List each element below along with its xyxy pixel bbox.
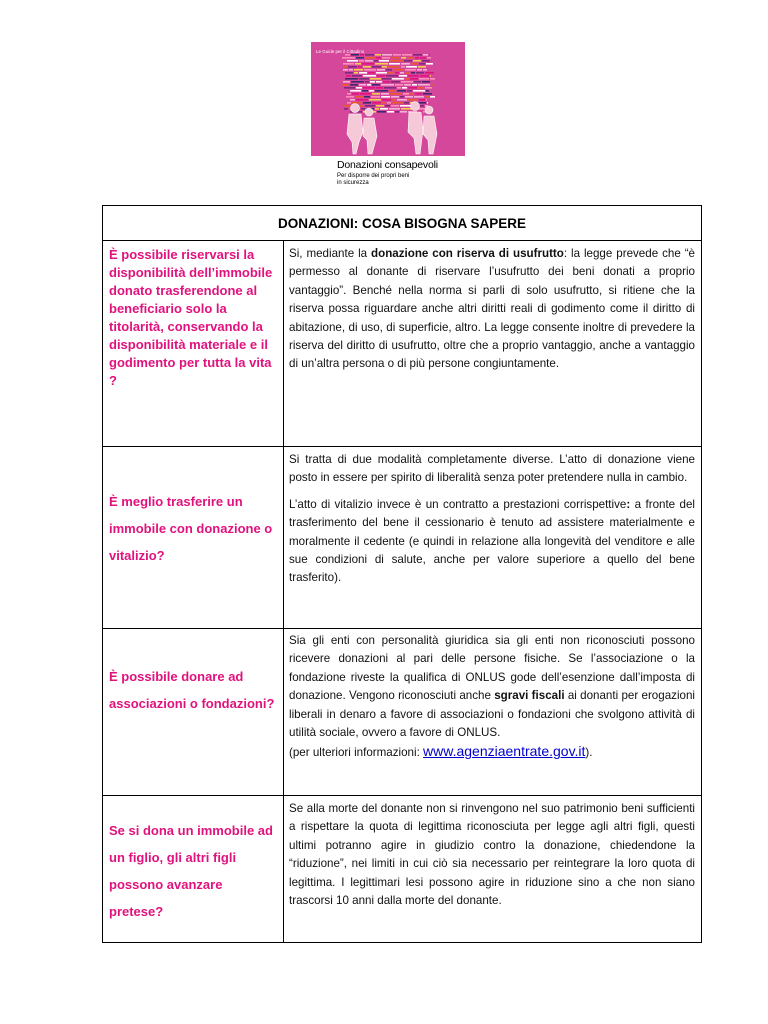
answer-paragraph [289, 632, 695, 742]
answer-donate-associations [289, 632, 695, 763]
answer-text: ai donanti per erogazioni liberali in denaro a favore di associazioni o fondazioni che svolgono attività di utilità sociale, ovvero a favore di ONLUS. [289, 689, 695, 740]
cover-image [311, 42, 465, 200]
answer-paragraph [289, 245, 695, 374]
question-reserve-usufruct: È possibile riservarsi la disponibilità dell’immobile donato trasferendone al beneficiario solo la titolarità, conservando la disponibilità materiale e il godimento per tutta la vita ? [109, 247, 273, 388]
cover-subtitle [337, 173, 457, 187]
answer-text: L’atto di vitalizio invece è un contratto a prestazioni corrispettive [289, 497, 627, 511]
answer-other-children-claims [289, 800, 695, 910]
info-table [102, 205, 702, 943]
cover-subtitle-line1: Per disporre dei propri beni [337, 173, 410, 179]
cover-title: Donazioni consapevoli [337, 159, 438, 171]
answer-text: ). [585, 746, 593, 760]
row-divider [103, 446, 701, 447]
table-header: DONAZIONI: COSA BISOGNA SAPERE [103, 206, 701, 241]
answer-text: a fronte del trasferimento del bene il cessionario è tenuto ad assistere materialmente e moralmente il cedente (e quindi in relazione alla longevità del venditore e alle sue condizioni di salute, anche per valore superiore a quello del bene trasferito). [289, 497, 696, 585]
answer-bold-term: donazione con riserva di usufrutto [371, 247, 564, 260]
row-divider [103, 628, 701, 629]
answer-reserve-usufruct [289, 245, 695, 374]
question-other-children-claims: Se si dona un immobile ad un figlio, gli altri figli possono avanzare pretese? [109, 823, 273, 919]
answer-paragraph [289, 742, 695, 762]
answer-donation-vs-annuity [289, 451, 695, 588]
answer-paragraph: Se alla morte del donante non si rinvengono nel suo patrimonio beni sufficienti a rispettare la quota di legittima riconosciuta per legge agli altri figli, questi ultimi potranno agire in giudizio contro la donazione, chiedendone la “riduzione”, nei limiti in cui ciò sia necessario per reintegrare la loro quota di legittima. I legittimari lesi possono agire in riduzione sino a che non siano trascorsi 10 anni dalla morte del donante. [289, 802, 695, 908]
cover-subtitle-line2: in sicurezza [337, 180, 369, 186]
question-donation-vs-annuity: È meglio trasferire un immobile con donazione o vitalizio? [109, 494, 273, 563]
answer-paragraph [289, 496, 695, 588]
cover-figures-illustration [311, 42, 465, 156]
agenzia-entrate-link[interactable]: www.agenziaentrate.gov.it [423, 743, 586, 760]
question-donate-associations: È possibile donare ad associazioni o fondazioni? [109, 669, 275, 711]
column-divider [283, 241, 284, 943]
answer-bold-term: sgravi fiscali [494, 689, 565, 703]
answer-text: Sia gli enti con personalità giuridica sia gli enti non riconosciuti possono ricevere donazioni al pari delle persone fisiche. Se l’associazione o la fondazione riveste la qualifica di ONLUS gode dell’esenzione dall’imposta di donazione. Vengono riconosciuti anche [289, 634, 695, 703]
answer-bold-term: : [626, 497, 631, 511]
answer-text: (per ulteriori informazioni: [289, 746, 424, 760]
answer-paragraph: Si tratta di due modalità completamente diverse. L’atto di donazione viene posto in essere per spirito di liberalità senza poter pretendere nulla in cambio. [289, 453, 695, 485]
row-divider [103, 795, 701, 796]
cover-artwork [311, 42, 465, 156]
answer-text: : la legge prevede che “è permesso al donante di riservare l’usufrutto dei beni donati a proprio vantaggio”. Benché nella norma si parli di solo usufrutto, si ritiene che la riserva possa riguardare anche altri diritti reali di godimento come il diritto di abitazione, di uso, di superficie, altro. La legge consente inoltre di prevedere la riserva del diritto di usufrutto, oltre che a proprio vantaggio, anche a vantaggio di un’altra persona o di più persone congiuntamente. [289, 247, 696, 371]
cover-series-label: Le Guide per il Cittadino [316, 49, 365, 54]
answer-text: Si, mediante la [289, 247, 372, 260]
